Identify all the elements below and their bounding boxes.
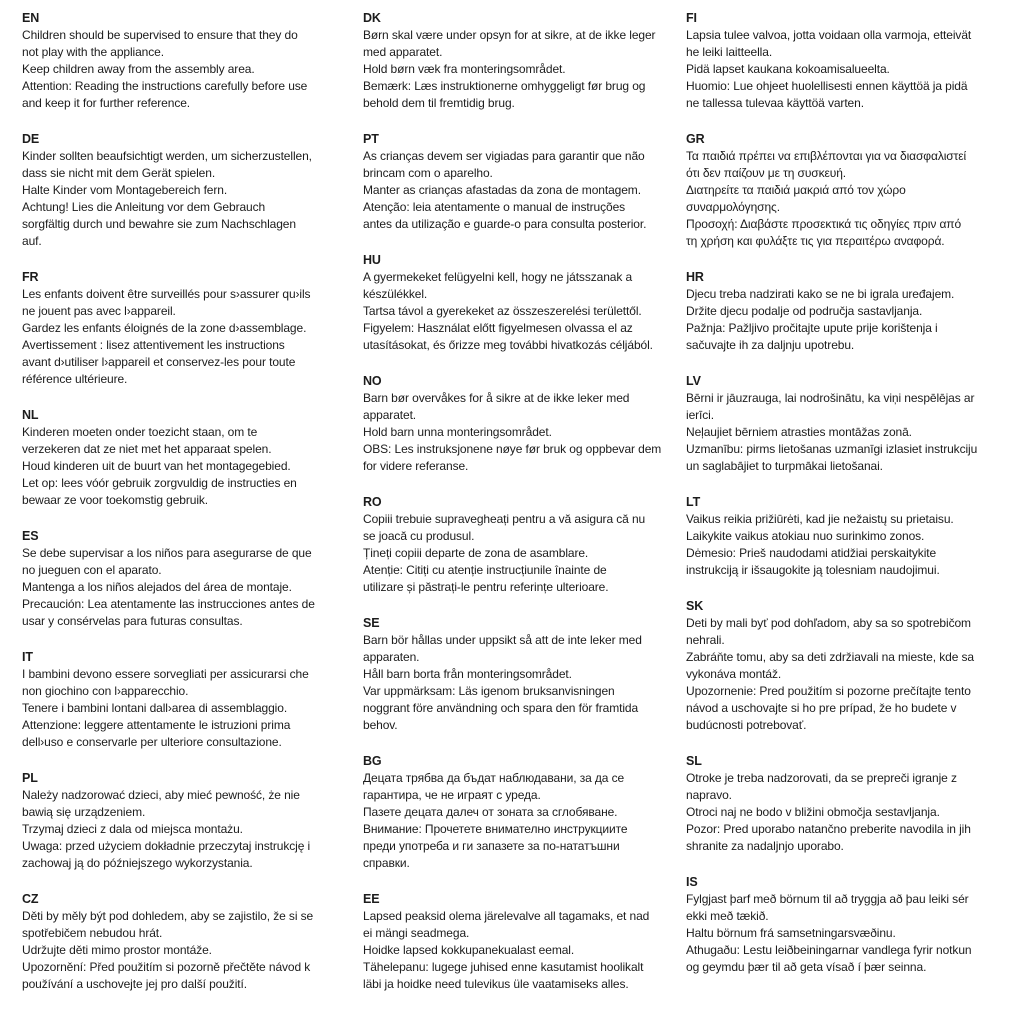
language-code-heading: ES: [22, 529, 39, 543]
instruction-line: auf.: [22, 234, 42, 248]
instruction-line: Внимание: Прочетете внимателно инструкциите: [363, 822, 628, 836]
instruction-line: Copiii trebuie supravegheați pentru a vă asigura că nu: [363, 512, 646, 526]
language-code-heading: PT: [363, 132, 379, 146]
instruction-line: Djecu treba nadzirati kako se ne bi igrala uređajem.: [686, 287, 955, 301]
instruction-line: behov.: [363, 718, 398, 732]
instruction-line: Hold børn væk fra monteringsområdet.: [363, 62, 566, 76]
instruction-line: Upozornenie: Pred použitím si pozorne prečítajte tento: [686, 684, 971, 698]
instruction-line: Atenție: Citiți cu atenție instrucțiunile înainte de: [363, 563, 607, 577]
instruction-line: apparatet.: [363, 408, 417, 422]
instruction-line: napravo.: [686, 788, 732, 802]
instruction-line: преди употреба и ги запазете за по-нататъшни: [363, 839, 620, 853]
instruction-line: zachowaj ją do późniejszego wykorzystania.: [22, 856, 253, 870]
instruction-line: Barn bør overvåkes for å sikre at de ikke leker med: [363, 391, 630, 405]
instruction-line: Προσοχή: Διαβάστε προσεκτικά τις οδηγίες πριν από: [686, 217, 962, 231]
language-block-pl: [22, 770, 363, 872]
language-code-heading: EN: [22, 11, 40, 25]
language-block-fi: [686, 10, 1024, 112]
language-code-heading: DK: [363, 11, 381, 25]
language-code-heading: SE: [363, 616, 380, 630]
instruction-line: Otroke je treba nadzorovati, da se prepreči igranje z: [686, 771, 957, 785]
column-1: [22, 10, 363, 1012]
instruction-line: ierīci.: [686, 408, 714, 422]
instruction-line: Пазете децата далеч от зоната за сглобяване.: [363, 805, 618, 819]
instruction-line: Uzmanību: pirms lietošanas uzmanīgi izlasiet instrukciju: [686, 442, 978, 456]
instruction-line: Attenzione: leggere attentamente le istruzioni prima: [22, 718, 291, 732]
language-block-se: [363, 615, 686, 734]
instruction-line: budúcnosti potrebovať.: [686, 718, 807, 732]
instruction-line: τη χρήση και φυλάξτε τις για περαιτέρω αναφορά.: [686, 234, 945, 248]
instruction-line: sačuvajte ih za daljnju upotrebu.: [686, 338, 855, 352]
instruction-line: Athugaðu: Lestu leiðbeiningarnar vandlega fyrir notkun: [686, 943, 972, 957]
instruction-line: usar y consérvelas para futuras consultas.: [22, 614, 243, 628]
language-block-fr: [22, 269, 363, 388]
instruction-line: not play with the appliance.: [22, 45, 164, 59]
instruction-line: Uwaga: przed użyciem dokładnie przeczytaj instrukcję i: [22, 839, 311, 853]
language-block-hu: [363, 252, 686, 354]
language-code-heading: IT: [22, 650, 33, 664]
instruction-line: Figyelem: Használat előtt figyelmesen olvassa el az: [363, 321, 633, 335]
instruction-line: Hoidke lapsed kokkupanekualast eemal.: [363, 943, 575, 957]
language-block-bg: [363, 753, 686, 872]
instruction-line: Pidä lapset kaukana kokoamisalueelta.: [686, 62, 890, 76]
instruction-line: Pažnja: Pažljivo pročitajte upute prije korištenja i: [686, 321, 938, 335]
instruction-line: instrukciją ir išsaugokite ją tolesniam naudojimui.: [686, 563, 940, 577]
instruction-line: ei mängi seadmega.: [363, 926, 470, 940]
instruction-line: dell›uso e conservarle per ulteriore consultazione.: [22, 735, 282, 749]
instruction-line: Țineți copiii departe de zona de asamblare.: [363, 546, 589, 560]
language-block-lt: [686, 494, 1024, 579]
instruction-line: Precaución: Lea atentamente las instrucciones antes de: [22, 597, 315, 611]
language-block-sk: [686, 598, 1024, 734]
language-block-is: [686, 874, 1024, 976]
language-code-heading: FI: [686, 11, 697, 25]
language-block-it: [22, 649, 363, 751]
instruction-line: spotřebičem nebudou hrát.: [22, 926, 163, 940]
instruction-line: vykonáva montáž.: [686, 667, 782, 681]
instruction-line: apparaten.: [363, 650, 420, 664]
instruction-line: Children should be supervised to ensure that they do: [22, 28, 298, 42]
language-block-pt: [363, 131, 686, 233]
instruction-line: Διατηρείτε τα παιδιά μακριά από τον χώρο: [686, 183, 906, 197]
instruction-line: Bērni ir jāuzrauga, lai nodrošinātu, ka viņi nespēlējas ar: [686, 391, 975, 405]
instruction-line: Децата трябва да бъдат наблюдавани, за да се: [363, 771, 625, 785]
language-code-heading: BG: [363, 754, 382, 768]
instruction-line: I bambini devono essere sorvegliati per assicurarsi che: [22, 667, 309, 681]
language-block-lv: [686, 373, 1024, 475]
language-code-heading: LV: [686, 374, 701, 388]
language-block-de: [22, 131, 363, 250]
instruction-line: ekki með tækið.: [686, 909, 769, 923]
instruction-line: As crianças devem ser vigiadas para garantir que não: [363, 149, 645, 163]
instruction-line: Udržujte děti mimo prostor montáže.: [22, 943, 212, 957]
instruction-line: brincam com o aparelho.: [363, 166, 493, 180]
language-code-heading: RO: [363, 495, 382, 509]
instruction-line: Neļaujiet bērniem atrasties montāžas zonā.: [686, 425, 912, 439]
instruction-line: no jueguen con el aparato.: [22, 563, 162, 577]
instruction-line: Držite djecu podalje od područja sastavljanja.: [686, 304, 923, 318]
language-block-hr: [686, 269, 1024, 354]
instruction-line: Mantenga a los niños alejados del área de montaje.: [22, 580, 292, 594]
instruction-line: Avertissement : lisez attentivement les instructions: [22, 338, 285, 352]
instruction-line: Barn bör hållas under uppsikt så att de inte leker med: [363, 633, 642, 647]
instruction-line: Děti by měly být pod dohledem, aby se zajistilo, že si se: [22, 909, 314, 923]
language-code-heading: SK: [686, 599, 704, 613]
instruction-line: bewaar ze voor toekomstig gebruik.: [22, 493, 209, 507]
instruction-line: Upozornění: Před použitím si pozorně přečtěte návod k: [22, 960, 311, 974]
instruction-line: bawią się urządzeniem.: [22, 805, 146, 819]
language-block-cz: [22, 891, 363, 993]
column-3: [686, 10, 1024, 1012]
instruction-line: he leiki laitteella.: [686, 45, 773, 59]
instruction-line: Håll barn borta från monteringsområdet.: [363, 667, 572, 681]
language-block-sl: [686, 753, 1024, 855]
instruction-line: référence ultérieure.: [22, 372, 128, 386]
instruction-line: Let op: lees vóór gebruik zorgvuldig de instructies en: [22, 476, 297, 490]
instruction-line: Kinderen moeten onder toezicht staan, om te: [22, 425, 258, 439]
language-block-ro: [363, 494, 686, 596]
language-block-no: [363, 373, 686, 475]
instruction-line: Hold barn unna monteringsområdet.: [363, 425, 552, 439]
instruction-line: Trzymaj dzieci z dala od miejsca montażu.: [22, 822, 243, 836]
instruction-line: συναρμολόγησης.: [686, 200, 780, 214]
instruction-line: készülékkel.: [363, 287, 428, 301]
language-code-heading: HR: [686, 270, 704, 284]
instruction-line: Haltu börnum frá samsetningarsvæðinu.: [686, 926, 896, 940]
instruction-line: OBS: Les instruksjonene nøye før bruk og oppbevar dem: [363, 442, 662, 456]
instruction-line: Børn skal være under opsyn for at sikre, at de ikke leger: [363, 28, 656, 42]
instruction-line: Atenção: leia atentamente o manual de instruções: [363, 200, 626, 214]
language-code-heading: GR: [686, 132, 705, 146]
instruction-line: A gyermekeket felügyelni kell, hogy ne játsszanak a: [363, 270, 633, 284]
language-code-heading: NO: [363, 374, 382, 388]
language-block-dk: [363, 10, 686, 112]
instruction-line: справки.: [363, 856, 410, 870]
instruction-line: for videre referanse.: [363, 459, 469, 473]
language-code-heading: HU: [363, 253, 381, 267]
instruction-line: med apparatet.: [363, 45, 443, 59]
instruction-line: Huomio: Lue ohjeet huolellisesti ennen käyttöä ja pidä: [686, 79, 968, 93]
instruction-line: Fylgjast þarf með börnum til að tryggja að þau leiki sér: [686, 892, 969, 906]
instruction-line: Attention: Reading the instructions carefully before use: [22, 79, 308, 93]
instruction-line: behold dem til fremtidig brug.: [363, 96, 515, 110]
language-block-es: [22, 528, 363, 630]
language-code-heading: SL: [686, 754, 702, 768]
instruction-line: Lapsed peaksid olema järelevalve all tagamaks, et nad: [363, 909, 650, 923]
instruction-line: Deti by mali byť pod dohľadom, aby sa so spotrebičom: [686, 616, 971, 630]
instruction-line: verzekeren dat ze niet met het apparaat spelen.: [22, 442, 272, 456]
instruction-line: Pozor: Pred uporabo natančno preberite navodila in jih: [686, 822, 971, 836]
instruction-line: utilizare și păstrați-le pentru referințe ulterioare.: [363, 580, 609, 594]
language-code-heading: NL: [22, 408, 39, 422]
instruction-line: nehrali.: [686, 633, 725, 647]
instruction-line: používání a uschovejte jej pro další použití.: [22, 977, 247, 991]
instruction-line: Tartsa távol a gyerekeket az összeszerelési területtől.: [363, 304, 642, 318]
instruction-line: Τα παιδιά πρέπει να επιβλέπονται για να διασφαλιστεί: [686, 149, 967, 163]
instruction-line: Otroci naj ne bodo v bližini območja sestavljanja.: [686, 805, 940, 819]
instruction-line: Vaikus reikia prižiūrėti, kad jie nežaistų su prietaisu.: [686, 512, 954, 526]
instruction-line: Bemærk: Læs instruktionerne omhyggeligt før brug og: [363, 79, 646, 93]
instruction-line: гарантира, че не играят с уреда.: [363, 788, 541, 802]
instruction-line: dass sie nicht mit dem Gerät spielen.: [22, 166, 216, 180]
language-block-nl: [22, 407, 363, 509]
language-code-heading: EE: [363, 892, 380, 906]
instruction-line: Keep children away from the assembly area.: [22, 62, 255, 76]
instruction-line: noggrant före användning och spara den för framtida: [363, 701, 639, 715]
instruction-line: Kinder sollten beaufsichtigt werden, um sicherzustellen,: [22, 149, 312, 163]
instruction-line: Var uppmärksam: Läs igenom bruksanvisningen: [363, 684, 615, 698]
instruction-line: shranite za nadaljnjo uporabo.: [686, 839, 844, 853]
instruction-line: Gardez les enfants éloignés de la zone d›assemblage.: [22, 321, 307, 335]
instruction-line: návod a uschovajte si ho pre prípad, že ho budete v: [686, 701, 957, 715]
instruction-line: and keep it for further reference.: [22, 96, 191, 110]
language-block-ee: [363, 891, 686, 993]
instruction-line: og geymdu þær til að geta vísað í þær seinna.: [686, 960, 927, 974]
instruction-line: Dėmesio: Prieš naudodami atidžiai perskaitykite: [686, 546, 937, 560]
instruction-line: Laikykite vaikus atokiau nuo surinkimo zonos.: [686, 529, 925, 543]
language-code-heading: IS: [686, 875, 698, 889]
instruction-line: non giochino con l›apparecchio.: [22, 684, 189, 698]
instruction-line: Zabráňte tomu, aby sa deti zdržiavali na mieste, kde sa: [686, 650, 974, 664]
instruction-line: Houd kinderen uit de buurt van het montagegebied.: [22, 459, 291, 473]
language-block-gr: [686, 131, 1024, 250]
language-code-heading: FR: [22, 270, 39, 284]
instruction-line: Les enfants doivent être surveillés pour s›assurer qu›ils: [22, 287, 311, 301]
instruction-line: un saglabājiet to turpmākai lietošanai.: [686, 459, 883, 473]
column-2: [363, 10, 686, 1012]
language-code-heading: CZ: [22, 892, 39, 906]
language-code-heading: DE: [22, 132, 40, 146]
instruction-line: ότι δεν παίζουν με τη συσκευή.: [686, 166, 847, 180]
instruction-line: Lapsia tulee valvoa, jotta voidaan olla varmoja, etteivät: [686, 28, 972, 42]
language-code-heading: PL: [22, 771, 38, 785]
instruction-line: Achtung! Lies die Anleitung vor dem Gebrauch: [22, 200, 266, 214]
instruction-line: ne tallessa tulevaa käyttöä varten.: [686, 96, 864, 110]
instruction-line: utasításokat, és őrizze meg további hivatkozás céljából.: [363, 338, 653, 352]
instruction-line: Należy nadzorować dzieci, aby mieć pewność, że nie: [22, 788, 300, 802]
instruction-line: Manter as crianças afastadas da zona de montagem.: [363, 183, 641, 197]
instruction-line: antes da utilização e guarde-o para consulta posterior.: [363, 217, 647, 231]
instruction-line: ne jouent pas avec l›appareil.: [22, 304, 176, 318]
language-block-en: [22, 10, 363, 112]
instruction-line: sorgfältig durch und bewahre sie zum Nachschlagen: [22, 217, 296, 231]
instruction-line: avant d›utiliser l›appareil et conservez-les pour toute: [22, 355, 296, 369]
instruction-line: Se debe supervisar a los niños para asegurarse de que: [22, 546, 312, 560]
instruction-line: se joacă cu produsul.: [363, 529, 475, 543]
instruction-line: Tähelepanu: lugege juhised enne kasutamist hoolikalt: [363, 960, 644, 974]
instruction-line: läbi ja hoidke need tulevikus üle vaatamiseks alles.: [363, 977, 629, 991]
instruction-line: Tenere i bambini lontani dall›area di assemblaggio.: [22, 701, 288, 715]
instruction-line: Halte Kinder vom Montagebereich fern.: [22, 183, 228, 197]
language-code-heading: LT: [686, 495, 701, 509]
